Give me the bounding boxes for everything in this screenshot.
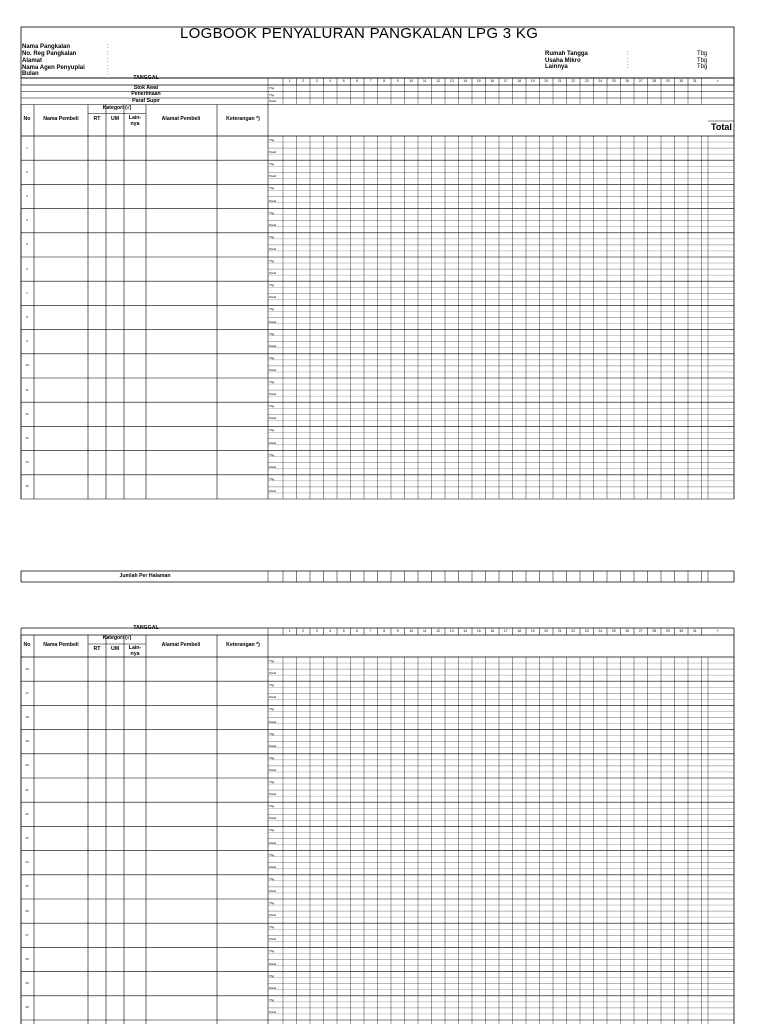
tbg-label: Tbg [269,380,275,384]
row-number: 4 [26,218,28,223]
column-header-no: No [23,116,31,123]
row-number: 6 [26,266,28,271]
day-number: 2 [302,628,305,633]
day-number: 10 [409,78,414,83]
column-header-um: UM [110,115,120,122]
row-number: 15 [25,484,29,489]
tbg-label: Tbg [269,901,275,905]
day-number: 8 [383,628,386,633]
day-number: 28 [652,628,657,633]
tbg-label: Tbg [269,876,275,881]
row-number: 11 [25,387,29,392]
day-number: 6 [356,628,359,633]
paraf-label: Paraf [269,671,277,676]
paraf-label: Paraf [269,295,277,300]
row-number: 14 [25,460,29,465]
column-header-kategori: Kategori (√) [102,104,132,111]
row-number: 29 [25,981,29,986]
column-header-lainnya: nya [130,120,140,127]
category-total-colon: : [627,64,629,70]
day-number: 8 [383,78,386,83]
row-number: 21 [25,787,29,792]
paraf-label: Paraf [269,488,277,493]
tbg-label: Tbg [269,925,275,930]
day-number: 24 [598,628,603,633]
summary-row-penerimaan: Penerimaan [131,91,161,98]
day-number: 9 [396,628,399,633]
day-number: 15 [476,628,481,633]
day-number: 29 [665,628,670,633]
day-number: 3 [315,628,318,633]
column-header-lainnya: Lain- [128,645,142,651]
column-header-nama-pembeli: Nama Pembeli [43,642,79,648]
day-number: 11 [422,78,427,83]
day-number: 5 [342,78,345,83]
day-number: † [716,78,719,83]
day-number: 5 [342,628,345,633]
row-number: 1 [26,145,28,150]
day-number: 23 [584,78,589,83]
paraf-label: Paraf [269,416,277,421]
day-number: 20 [544,78,549,83]
paraf-label: Paraf [269,1009,277,1014]
day-number: 7 [369,628,372,633]
tbg-label: Tbg [269,780,275,784]
row-number: 26 [25,908,29,913]
header-field-label: No. Reg Pangkalan [22,51,77,57]
tbg-label: Tbg [269,997,275,1002]
row-number: 18 [25,715,29,719]
header-field-colon: : [107,58,109,64]
row-number: 17 [25,690,29,695]
summary-row-stok-awal: Stok Awal [133,84,159,91]
tbg-label: Tbg [269,234,275,239]
jumlah-per-halaman-label: Jumlah Per Halaman [119,573,171,579]
row-number: 16 [25,666,29,671]
day-number: 13 [449,78,454,83]
day-number: 10 [409,628,414,633]
day-number: 26 [625,628,630,633]
day-number: 25 [611,78,616,83]
day-number: 30 [679,78,684,83]
header-frame [21,27,734,78]
row-number: 30 [25,1005,29,1010]
day-number: 12 [436,628,441,633]
row-number: 23 [25,836,29,840]
column-header-rt: RT [93,115,101,122]
row-number: 12 [25,411,29,416]
day-number: 29 [665,78,670,83]
day-number: 3 [315,78,318,83]
day-number: 18 [517,78,522,83]
column-header-no: No [23,642,31,648]
day-number: 19 [530,78,535,83]
tbg-label: Tbg [269,428,275,433]
day-number: 9 [396,78,399,83]
day-number: 31 [692,628,697,633]
tbg-label: Tbg [269,283,275,288]
row-number: 19 [25,739,29,744]
day-number: 14 [463,628,468,633]
paraf-label: Paraf [269,719,277,724]
tbg-label: Tbg [269,138,275,142]
paraf-label: Paraf [269,864,277,869]
category-total-colon: : [627,58,629,64]
row-number: 3 [26,194,28,198]
row-number: 10 [25,363,29,368]
day-number: 7 [369,78,372,83]
day-number: 21 [557,78,562,83]
summary-row-paraf-supir: Paraf Supir [132,97,160,104]
tbg-label: Tbg [269,804,275,809]
column-header-alamat-pembeli: Alamat Pembeli [161,642,201,648]
row-number: 20 [25,763,29,768]
day-number: 20 [544,628,549,633]
column-header-um: UM [110,646,120,652]
day-number: 28 [652,78,657,83]
summary-unit-label: Tbg [269,92,275,97]
paraf-label: Paraf [269,913,277,918]
day-number: 22 [571,628,576,633]
tanggal-label: TANGGAL [133,624,159,631]
tbg-label: Tbg [269,259,275,263]
category-total-unit: Tbg [697,51,708,57]
row-number: 9 [26,339,28,344]
day-number: 25 [611,628,616,633]
paraf-label: Paraf [269,985,277,990]
header-field-label: Nama Agen Penyuplai [22,65,85,71]
category-total-unit: Tbg [697,58,708,64]
day-number: 24 [598,78,603,83]
header-field-colon: : [107,51,109,57]
tbg-label: Tbg [269,162,275,167]
day-number: 26 [625,78,630,83]
category-total-colon: : [627,51,629,57]
day-number: 4 [329,628,332,633]
row-number: 8 [26,315,28,319]
column-header-nama-pembeli: Nama Pembeli [43,116,79,123]
paraf-label: Paraf [269,343,277,348]
column-header-lainnya: nya [130,651,140,657]
tbg-label: Tbg [269,331,275,336]
day-number: 16 [490,78,495,83]
column-header-kategori: Kategori (√) [102,635,132,641]
tbg-label: Tbg [269,476,275,481]
tbg-label: Tbg [269,404,275,409]
day-number: 27 [638,78,643,83]
day-number: 27 [638,628,643,633]
day-number: 19 [530,628,535,633]
column-header-alamat-pembeli: Alamat Pembeli [161,116,201,123]
paraf-label: Paraf [269,695,277,700]
paraf-label: Paraf [269,937,277,942]
row-number: 22 [25,811,29,816]
day-number: 21 [557,628,562,633]
day-number: 22 [571,78,576,83]
day-number: 12 [436,78,441,83]
tbg-label: Tbg [269,452,275,457]
paraf-label: Paraf [269,271,277,276]
day-number: 17 [503,78,508,83]
header-field-colon: : [107,71,109,77]
paraf-label: Paraf [269,222,277,227]
paraf-label: Paraf [269,767,277,772]
tbg-label: Tbg [269,973,275,978]
column-header-lainnya: Lain- [128,114,142,121]
tanggal-label: TANGGAL [133,74,159,81]
tbg-label: Tbg [269,949,275,954]
tbg-label: Tbg [269,852,275,857]
paraf-label: Paraf [269,792,277,797]
day-number: 18 [517,628,522,633]
day-number: 4 [329,78,332,83]
paraf-label: Paraf [269,464,277,469]
tbg-label: Tbg [269,307,275,312]
paraf-label: Paraf [269,440,277,445]
column-header-rt: RT [93,646,101,652]
day-number: 30 [679,628,684,633]
category-total-label: Usaha Mikro [545,58,581,64]
day-number: 1 [288,628,291,633]
day-number: 31 [692,78,697,83]
paraf-label: Paraf [269,150,277,155]
tbg-label: Tbg [269,828,275,833]
header-field-label: Nama Pangkalan [22,44,71,50]
row-number: 27 [25,932,29,937]
paraf-label: Paraf [269,174,277,179]
category-total-label: Lainnya [545,64,568,70]
row-number: 5 [26,242,28,247]
tbg-label: Tbg [269,355,275,360]
day-number: 17 [503,628,508,633]
paraf-label: Paraf [269,198,277,203]
tbg-label: Tbg [269,659,275,663]
day-number: 6 [356,78,359,83]
paraf-label: Paraf [269,319,277,324]
paraf-label: Paraf [269,246,277,251]
column-header-keterangan: Keterangan *) [226,116,260,123]
day-number: 15 [476,78,481,83]
day-number: 23 [584,628,589,633]
paraf-label: Paraf [269,743,277,748]
tbg-label: Tbg [269,707,275,712]
day-number: 11 [422,628,427,633]
day-number: 1 [288,78,291,83]
paraf-label: Paraf [269,392,277,397]
day-number: 2 [302,78,305,83]
row-number: 24 [25,860,29,865]
tbg-label: Tbg [269,755,275,760]
row-number: 28 [25,957,29,961]
header-field-colon: : [107,44,109,50]
row-number: 13 [25,436,29,440]
tbg-label: Tbg [269,731,275,736]
paraf-label: Paraf [269,888,277,893]
tbg-label: Tbg [269,186,275,191]
summary-unit-label: Tbg [269,86,275,90]
paraf-label: Paraf [269,840,277,845]
paraf-label: Paraf [269,961,277,966]
day-number: 16 [490,628,495,633]
tbg-label: Tbg [269,683,275,688]
day-number: 13 [449,628,454,633]
row-number: 2 [26,169,28,174]
summary-unit-label: Paraf [269,99,277,103]
header-field-label: Alamat [22,58,43,64]
row-number: 25 [25,884,29,889]
day-number: † [716,628,719,633]
page-title: LOGBOOK PENYALURAN PANGKALAN LPG 3 KG [180,25,539,42]
total-column-header: Total [711,122,732,132]
header-field-label: Bulan [22,71,39,77]
row-number: 7 [26,290,28,295]
day-number: 14 [463,78,468,83]
header-field-colon: : [107,65,109,71]
paraf-label: Paraf [269,816,277,821]
column-header-keterangan: Keterangan *) [226,642,260,648]
category-total-unit: Tbg [697,64,708,70]
category-total-label: Rumah Tangga [545,51,588,57]
tbg-label: Tbg [269,210,275,215]
paraf-label: Paraf [269,367,277,372]
